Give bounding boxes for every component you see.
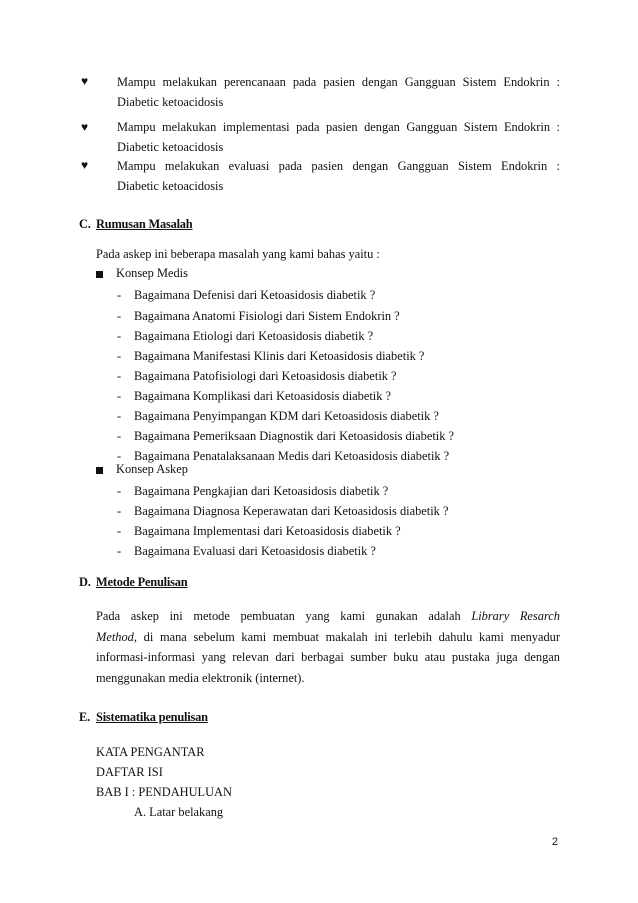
goal-line: Mampu melakukan implementasi pada pasien dengan Gangguan Sistem Endokrin : [117, 120, 560, 134]
dash-bullet-icon: - [117, 484, 122, 498]
goal-item [117, 73, 560, 112]
list-item: Bagaimana Etiologi dari Ketoasidosis diabetik ? [134, 329, 374, 343]
toc-entry: DAFTAR ISI [96, 765, 163, 779]
section-title: Rumusan Masalah [96, 217, 193, 231]
group-label: Konsep Medis [116, 266, 188, 280]
paragraph-line [96, 627, 560, 648]
square-bullet-icon [96, 467, 103, 474]
toc-sub-entry: A. Latar belakang [134, 805, 224, 819]
goal-item [117, 157, 560, 196]
list-item: Bagaimana Manifestasi Klinis dari Ketoasidosis diabetik ? [134, 349, 425, 363]
list-item: Bagaimana Defenisi dari Ketoasidosis diabetik ? [134, 288, 376, 302]
section-title: Sistematika penulisan [96, 710, 208, 724]
heart-bullet-icon: ♥ [81, 120, 89, 134]
heart-bullet-icon: ♥ [81, 74, 89, 88]
list-item: Bagaimana Pemeriksaan Diagnostik dari Ketoasidosis diabetik ? [134, 429, 455, 443]
dash-bullet-icon: - [117, 288, 122, 302]
list-item: Bagaimana Komplikasi dari Ketoasidosis diabetik ? [134, 389, 392, 403]
section-letter: D. [79, 575, 91, 589]
section-intro: Pada askep ini beberapa masalah yang kami bahas yaitu : [96, 247, 380, 261]
goal-line: Diabetic ketoacidosis [117, 94, 224, 109]
section-letter: E. [79, 710, 90, 724]
paragraph-emphasis: Method, [96, 629, 137, 644]
section-heading-e [79, 710, 208, 725]
goal-line: Diabetic ketoacidosis [117, 178, 224, 193]
paragraph-text: di mana sebelum kami membuat makalah ini terlebih dahulu kami menyadur [136, 629, 560, 644]
list-item: Bagaimana Diagnosa Keperawatan dari Ketoasidosis diabetik ? [134, 504, 449, 518]
page-number: 2 [551, 836, 558, 848]
list-item: Bagaimana Pengkajian dari Ketoasidosis diabetik ? [134, 484, 389, 498]
section-letter: C. [79, 217, 91, 231]
toc-entry: KATA PENGANTAR [96, 745, 205, 759]
goal-line: Mampu melakukan perencanaan pada pasien dengan Gangguan Sistem Endokrin : [117, 75, 560, 89]
dash-bullet-icon: - [117, 409, 122, 423]
dash-bullet-icon: - [117, 389, 122, 403]
goal-line: Diabetic ketoacidosis [117, 139, 224, 154]
toc-entry: BAB I : PENDAHULUAN [96, 785, 232, 799]
paragraph-line: menggunakan media elektronik (internet). [96, 670, 305, 685]
dash-bullet-icon: - [117, 309, 122, 323]
dash-bullet-icon: - [117, 524, 122, 538]
list-item: Bagaimana Patofisiologi dari Ketoasidosis diabetik ? [134, 369, 397, 383]
method-paragraph [96, 606, 560, 688]
dash-bullet-icon: - [117, 329, 122, 343]
paragraph-text: Pada askep ini metode pembuatan yang kami gunakan adalah [96, 609, 472, 623]
section-title: Metode Penulisan [96, 575, 188, 589]
list-item: Bagaimana Evaluasi dari Ketoasidosis diabetik ? [134, 544, 376, 558]
dash-bullet-icon: - [117, 429, 122, 443]
dash-bullet-icon: - [117, 349, 122, 363]
list-item: Bagaimana Penatalaksanaan Medis dari Ketoasidosis diabetik ? [134, 449, 450, 463]
dash-bullet-icon: - [117, 544, 122, 558]
dash-bullet-icon: - [117, 369, 122, 383]
section-heading-d [79, 575, 187, 590]
paragraph-line: informasi-informasi yang relevan dari berbagai sumber buku atau pustaka juga dengan [96, 650, 560, 664]
group-label: Konsep Askep [116, 462, 188, 476]
section-heading-c [79, 217, 193, 232]
list-item: Bagaimana Penyimpangan KDM dari Ketoasidosis diabetik ? [134, 409, 439, 423]
paragraph-line [96, 606, 560, 627]
list-item: Bagaimana Implementasi dari Ketoasidosis diabetik ? [134, 524, 401, 538]
heart-bullet-icon: ♥ [81, 158, 89, 172]
goal-item [117, 118, 560, 157]
goal-line: Mampu melakukan evaluasi pada pasien dengan Gangguan Sistem Endokrin : [117, 159, 560, 173]
paragraph-emphasis: Library Resarch [471, 609, 560, 623]
dash-bullet-icon: - [117, 449, 122, 463]
dash-bullet-icon: - [117, 504, 122, 518]
square-bullet-icon [96, 271, 103, 278]
list-item: Bagaimana Anatomi Fisiologi dari Sistem Endokrin ? [134, 309, 400, 323]
